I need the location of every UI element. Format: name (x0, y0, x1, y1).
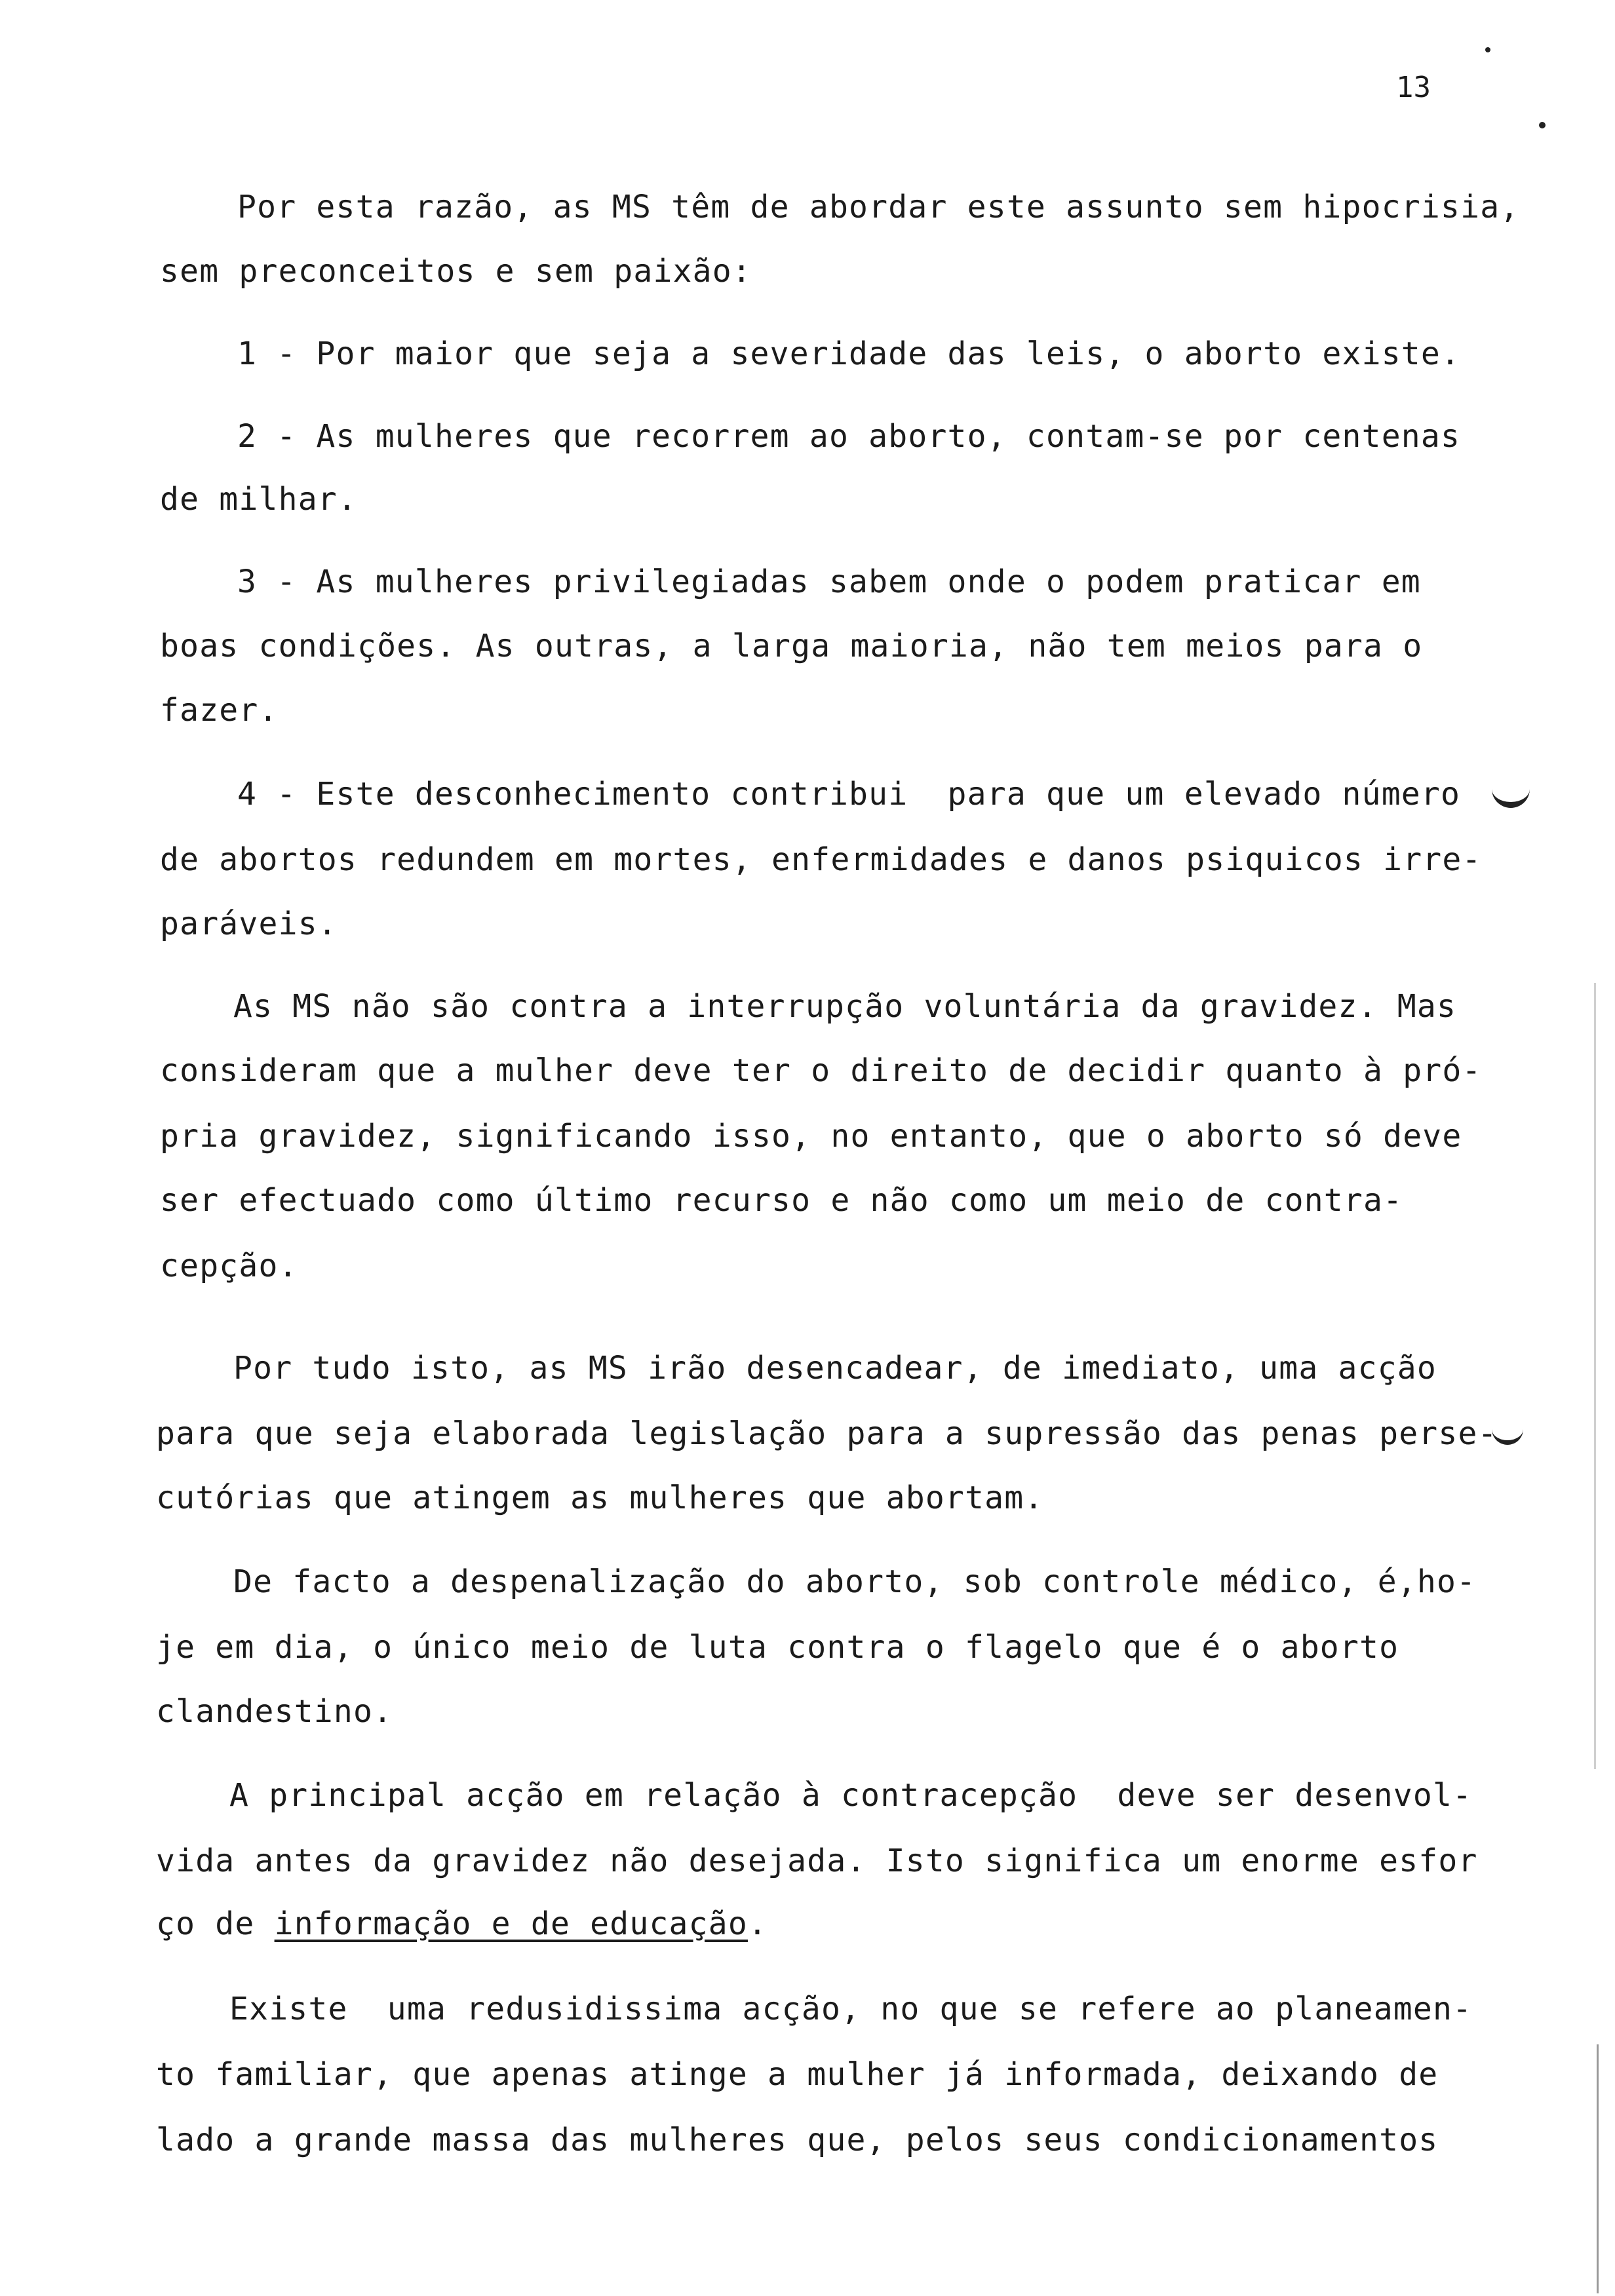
text-line (156, 1904, 768, 1943)
text-line: Por esta razão, as MS têm de abordar este assunto sem hipocrisia, (237, 189, 1520, 225)
text-line: cutórias que atingem as mulheres que abortam. (156, 1480, 1044, 1516)
text-line: para que seja elaborada legislação para a supressão das penas perse- (156, 1415, 1498, 1452)
page-number: 13 (1396, 71, 1431, 104)
underlined-text: informação e de educação (274, 1905, 748, 1942)
text-line: 4 - Este desconhecimento contribui para que um elevado número (237, 776, 1461, 813)
text-run: . (747, 1905, 768, 1942)
margin-speck (1485, 47, 1490, 52)
text-line: to familiar, que apenas atinge a mulher já informada, deixando de (156, 2056, 1439, 2093)
text-line: de abortos redundem em mortes, enfermidades e danos psiquicos irre- (160, 841, 1482, 878)
text-line: 2 - As mulheres que recorrem ao aborto, contam-se por centenas (237, 418, 1461, 455)
margin-speck (1539, 122, 1546, 128)
text-line: A principal acção em relação à contracepção deve ser desenvol- (229, 1777, 1473, 1814)
text-line: 3 - As mulheres privilegiadas sabem onde o podem praticar em (237, 564, 1421, 600)
text-line: Existe uma redusidissima acção, no que se refere ao planeamen- (229, 1991, 1473, 2027)
text-line: As MS não são contra a interrupção voluntária da gravidez. Mas (233, 988, 1457, 1025)
text-line: vida antes da gravidez não desejada. Isto significa um enorme esfor (156, 1843, 1478, 1879)
text-line: sem preconceitos e sem paixão: (160, 253, 752, 290)
text-run: ço de (156, 1905, 275, 1942)
text-line: ser efectuado como último recurso e não como um meio de contra- (160, 1182, 1403, 1219)
text-line: 1 - Por maior que seja a severidade das leis, o aborto existe. (237, 335, 1461, 372)
text-line: lado a grande massa das mulheres que, pelos seus condicionamentos (156, 2122, 1439, 2158)
text-line: Por tudo isto, as MS irão desencadear, de imediato, uma acção (233, 1350, 1437, 1387)
text-line: cepção. (160, 1248, 298, 1284)
margin-pen-mark (1492, 1418, 1523, 1445)
margin-pen-mark (1492, 776, 1530, 808)
right-edge-shadow (1597, 2044, 1599, 2293)
text-line: consideram que a mulher deve ter o direito de decidir quanto à pró- (160, 1052, 1482, 1089)
text-line: je em dia, o único meio de luta contra o flagelo que é o aborto (156, 1629, 1399, 1666)
text-line: boas condições. As outras, a larga maioria, não tem meios para o (160, 628, 1423, 664)
text-line: pria gravidez, significando isso, no entanto, que o aborto só deve (160, 1118, 1462, 1155)
text-line: de milhar. (160, 481, 357, 518)
right-edge-shadow (1594, 983, 1596, 1769)
text-line: De facto a despenalização do aborto, sob controle médico, é,ho- (233, 1563, 1477, 1600)
text-line: paráveis. (160, 906, 338, 942)
text-line: fazer. (160, 692, 279, 729)
text-line: clandestino. (156, 1693, 393, 1730)
